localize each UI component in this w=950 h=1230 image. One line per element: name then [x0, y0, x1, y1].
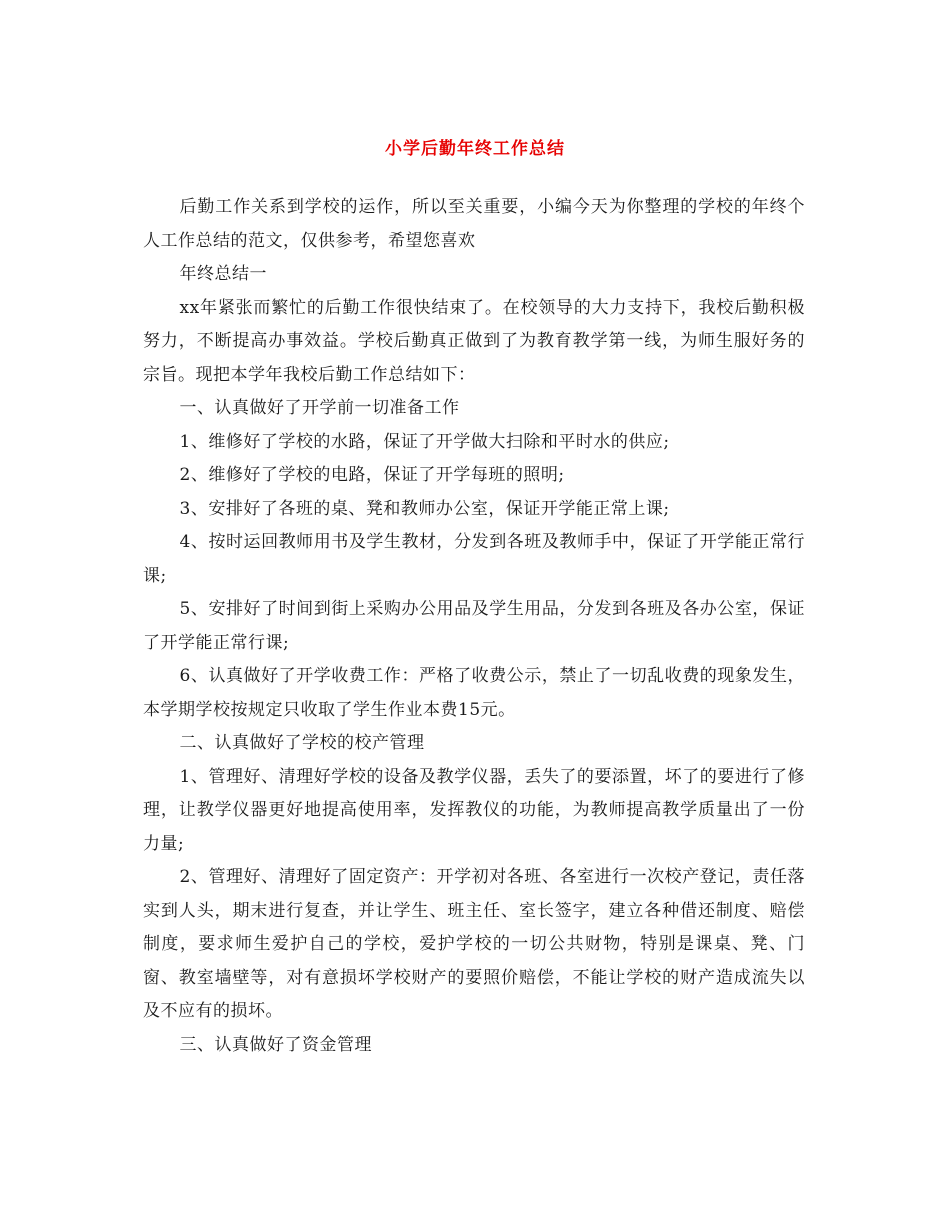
- document-title: 小学后勤年终工作总结: [385, 139, 565, 160]
- section-heading-property: 二、认真做好了学校的校产管理: [179, 733, 425, 753]
- list-item-textbooks: 4、按时运回教师用书及学生教材，分发到各班及教师手中，保证了开学能正常行课;: [143, 532, 805, 586]
- paragraph-overview: xx年紧张而繁忙的后勤工作很快结束了。在校领导的大力支持下，我校后勤积极努力，不断提高办事效益。学校后勤真正做到了为教育教学第一线，为师生服好务的宗旨。现把本学年我校后勤工作总结如下：: [143, 297, 805, 385]
- section-heading-funds: 三、认真做好了资金管理: [179, 1034, 373, 1055]
- document-body: [143, 191, 805, 1062]
- list-item-electric: 2、维修好了学校的电路，保证了开学每班的照明;: [179, 465, 565, 485]
- list-item-water: 1、维修好了学校的水路，保证了开学做大扫除和平时水的供应;: [179, 431, 670, 452]
- paragraph-intro: 后勤工作关系到学校的运作，所以至关重要，小编今天为你整理的学校的年终个人工作总结的范文，仅供参考，希望您喜欢: [143, 197, 805, 251]
- list-item-equipment: 1、管理好、清理好学校的设备及教学仪器，丢失了的要添置，坏了的要进行了修理，让教学仪器更好地提高使用率，发挥教仪的功能，为教师提高教学质量出了一份力量;: [143, 766, 805, 854]
- list-item-fixed-assets: 2、管理好、清理好了固定资产：开学初对各班、各室进行一次校产登记，责任落实到人头，期末进行复查，并让学生、班主任、室长签字，建立各种借还制度、赔偿制度，要求师生爱护自己的学校，爱护学校的一切公共财物，特别是课桌、凳、门窗、教室墙壁等，对有意损坏学校财产的要照价赔偿，不能让学校的财产造成流失以及不应有的损坏。: [143, 867, 805, 1021]
- list-item-fees: 6、认真做好了开学收费工作：严格了收费公示，禁止了一切乱收费的现象发生， 本学期学校按规定只收取了学生作业本费15元。: [143, 666, 805, 720]
- section-heading-preparation: 一、认真做好了开学前一切准备工作: [179, 398, 460, 418]
- list-item-supplies: 5、安排好了时间到街上采购办公用品及学生用品，分发到各班及各办公室，保证了开学能正常行课;: [143, 599, 805, 653]
- section-heading-summary-one: 年终总结一: [179, 264, 268, 284]
- list-item-desks: 3、安排好了各班的桌、凳和教师办公室，保证开学能正常上课;: [179, 498, 670, 519]
